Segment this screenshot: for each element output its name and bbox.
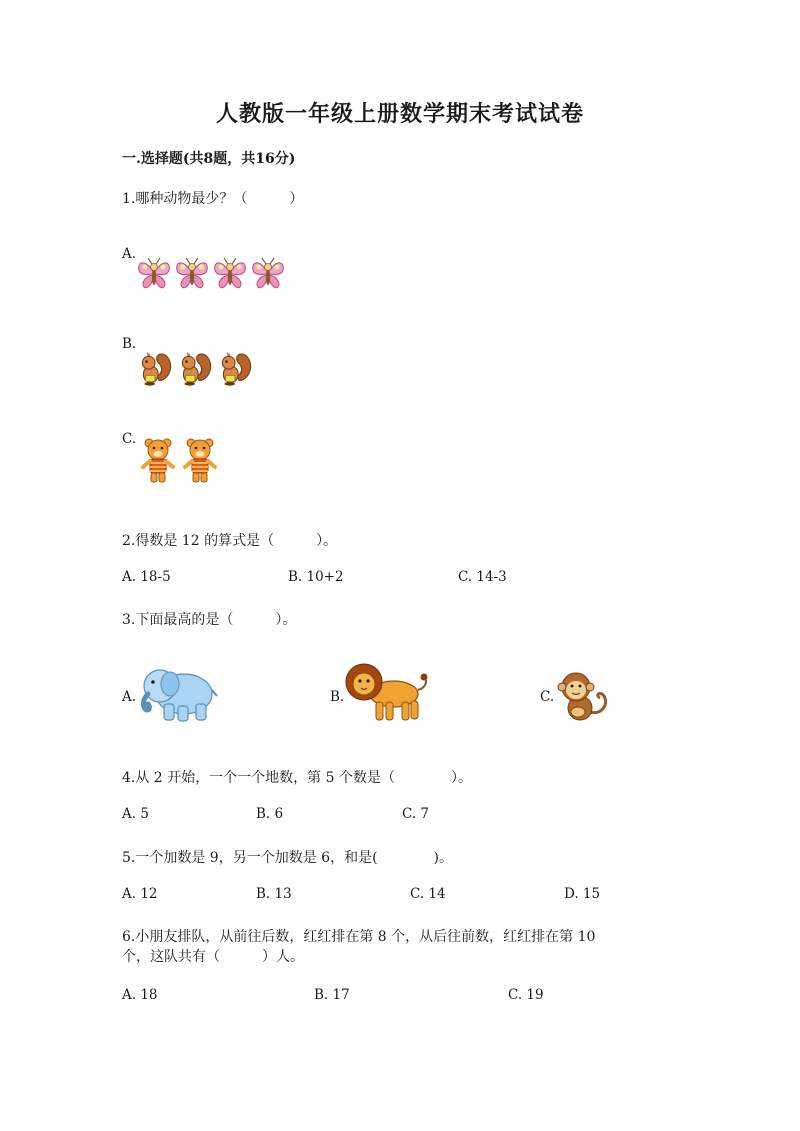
q6-option-a: A. 18 — [122, 987, 158, 1003]
q4-option-a: A. 5 — [122, 806, 149, 822]
q3-option-b-label: B. — [330, 689, 345, 705]
q1-option-b-label: B. — [122, 336, 137, 352]
question-5-text: 5.一个加数是 9，另一个加数是 6，和是( )。 — [122, 850, 453, 866]
butterfly-icon — [177, 258, 208, 288]
elephant-icon — [138, 660, 218, 724]
q5-option-d: D. 15 — [564, 886, 601, 902]
question-2-text: 2.得数是 12 的算式是（ ）。 — [122, 533, 338, 549]
question-6-text-line2: 个，这队共有（ ）人。 — [122, 949, 304, 965]
page-title: 人教版一年级上册数学期末考试试卷 — [215, 101, 584, 127]
q1-option-a-label: A. — [122, 246, 137, 262]
q3-option-c-label: C. — [540, 689, 555, 705]
q4-option-c: C. 7 — [402, 806, 430, 822]
q1-option-c-label: C. — [122, 431, 137, 447]
q2-option-c: C. 14-3 — [458, 569, 507, 585]
squirrel-icon — [182, 352, 210, 386]
question-6-text-line1: 6.小朋友排队，从前往后数，红红排在第 8 个，从后往前数，红红排在第 10 — [122, 929, 596, 945]
monkey-icon — [556, 670, 612, 724]
lion-icon — [344, 658, 430, 724]
q4-option-b: B. 6 — [256, 806, 284, 822]
butterfly-icon — [253, 258, 284, 288]
q1-option-a-image — [136, 255, 286, 291]
q6-option-b: B. 17 — [314, 987, 350, 1003]
q5-option-a: A. 12 — [122, 886, 158, 902]
butterfly-icon — [139, 258, 170, 288]
squirrel-icon — [142, 352, 170, 386]
q5-option-c: C. 14 — [410, 886, 446, 902]
question-3-text: 3.下面最高的是（ ）。 — [122, 612, 297, 628]
butterfly-icon — [215, 258, 246, 288]
q5-option-b: B. 13 — [256, 886, 292, 902]
q2-option-a: A. 18-5 — [122, 569, 171, 585]
bear-icon — [143, 439, 173, 482]
bear-icon — [185, 439, 215, 482]
q6-option-c: C. 19 — [508, 987, 544, 1003]
q2-option-b: B. 10+2 — [288, 569, 344, 585]
q3-option-a-label: A. — [122, 689, 137, 705]
squirrel-icon — [222, 352, 250, 386]
question-1-text: 1.哪种动物最少？（ ） — [122, 191, 304, 207]
section-heading: 一.选择题(共8题，共16分) — [122, 151, 296, 167]
q1-option-b-image — [136, 347, 260, 387]
q1-option-c-image — [140, 437, 226, 487]
question-4-text: 4.从 2 开始，一个一个地数，第 5 个数是（ ）。 — [122, 770, 472, 786]
